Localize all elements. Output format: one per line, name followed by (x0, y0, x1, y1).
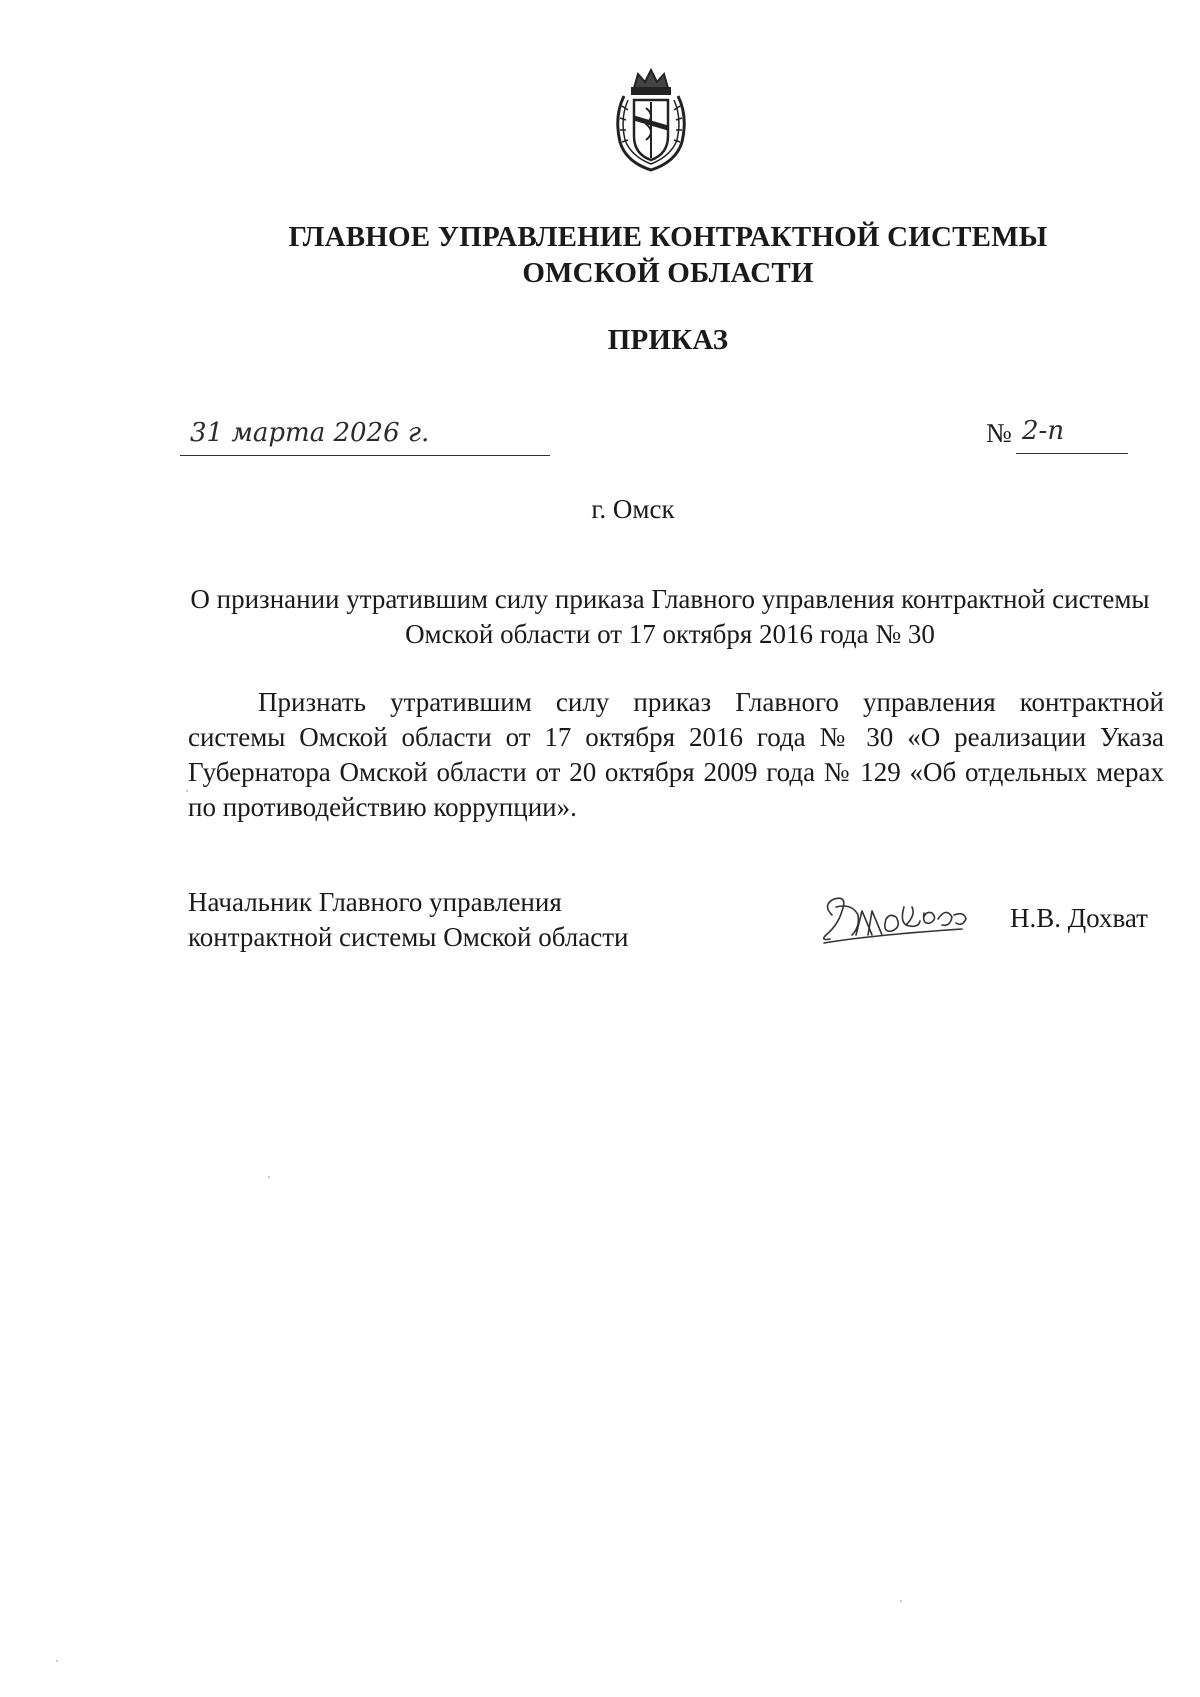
document-subject: О признании утратившим силу приказа Главного управления контрактной системы Омской области от 17 октября 2016 года № 30 (190, 584, 1150, 649)
signer-position-line1: Начальник Главного управления (188, 887, 562, 917)
document-city: г. Омск (591, 494, 675, 524)
document-date: 31 марта 2026 г. (190, 418, 430, 448)
signer-position-line2: контрактной системы Омской области (188, 922, 629, 952)
signer-name: Н.В. Дохват (1010, 903, 1148, 933)
scan-speck (186, 790, 188, 792)
scan-speck (56, 1660, 58, 1662)
document-type: ПРИКАЗ (607, 324, 729, 356)
handwritten-signature-icon (812, 885, 982, 955)
document-body: Признать утратившим силу приказ Главного управления контрактной системы Омской области от 17 октября 2016 года № 30 «О реализации Указа Губернатора Омской области от 20 октября 2009 года № 129 «Об отдельных мерах по противодействию коррупции». (188, 687, 1164, 822)
number-underline (1016, 453, 1128, 454)
scan-speck (268, 1176, 270, 1178)
document-number: 2-п (1022, 416, 1065, 446)
number-label: № (986, 418, 1012, 448)
scan-speck (900, 1600, 902, 1602)
signer-position (188, 885, 708, 955)
org-name-line2: ОМСКОЙ ОБЛАСТИ (522, 257, 814, 289)
org-name-line1: ГЛАВНОЕ УПРАВЛЕНИЕ КОНТРАКТНОЙ СИСТЕМЫ (288, 221, 1048, 253)
date-underline (180, 455, 550, 456)
coat-of-arms-icon (612, 66, 690, 174)
